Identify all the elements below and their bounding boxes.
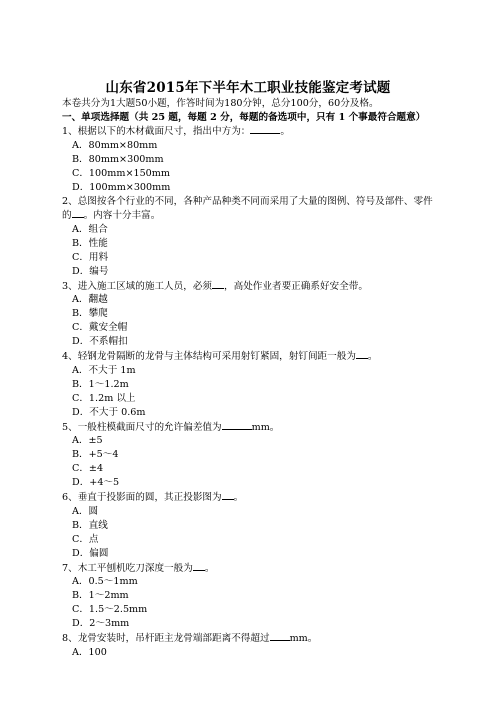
option-1a: A．80mm×80mm [72,139,158,151]
answer-blank [222,420,252,430]
option-7a: A．0.5～1mm [72,576,138,587]
option-4a: A．不大于 1m [72,364,136,376]
option-6a: A．圆 [72,505,99,517]
option-3b: B．攀爬 [72,308,108,319]
answer-blank [270,631,290,641]
option-8a: A．100 [72,646,107,658]
question-7: 7、木工平刨机吃刀深度一般为 。 [62,562,215,574]
option-4b: B．1～1.2m [72,378,129,390]
option-7b: B．1～2mm [72,590,129,601]
exam-intro: 本卷共分为1大题50小题，作答时间为180分钟，总分100分，60分及格。 [62,98,379,109]
option-6b: B．直线 [72,519,108,531]
option-2b: B．性能 [72,237,108,249]
answer-blank [72,208,84,218]
option-5b: B．+5～4 [72,449,119,460]
option-5d: D．+4～5 [72,477,120,488]
question-2: 2、总图按各个行业的不同，各种产品种类不同而采用了大量的图例、符号及部件、零件的 。内容十分丰富。 [62,195,433,221]
option-3c: C．戴安全帽 [72,322,128,333]
question-5: 5、一般柱模截面尺寸的允许偏差值为 mm。 [62,421,280,433]
option-5c: C．±4 [72,463,104,474]
option-2a: A．组合 [72,223,108,235]
question-1: 1、根据以下的木材截面尺寸，指出中方为： 。 [62,126,290,137]
option-5a: A．±5 [72,435,103,446]
answer-blank [222,490,234,500]
question-4: 4、轻钢龙骨隔断的龙骨与主体结构可采用射钉紧固，射钉间距一般为 。 [62,351,378,362]
option-4c: C．1.2m 以上 [72,392,136,404]
option-4d: D．不大于 0.6m [72,406,146,418]
option-2c: C．用料 [72,251,109,263]
answer-blank [250,124,280,134]
option-3a: A．翻越 [72,294,108,305]
option-7d: D．2～3mm [72,618,130,629]
question-8: 8、龙骨安装时，吊杆距主龙骨端部距离不得超过 mm。 [62,633,318,644]
option-1d: D．100mm×300mm [72,181,171,193]
answer-blank [193,561,205,571]
answer-blank [212,279,224,289]
section-heading: 一、单项选择题（共 25 题，每题 2 分，每题的备选项中，只有 1 个事最符合题意） [62,111,426,123]
page-title: 山东省2015年下半年木工职业技能鉴定考试题 [105,80,391,96]
question-6: 6、垂直于投影面的圆，其正投影图为 。 [62,492,244,503]
exam-content [62,97,438,660]
answer-blank [356,349,368,359]
option-1c: C．100mm×150mm [72,167,170,179]
option-1b: B．80mm×300mm [72,153,164,165]
option-6d: D．偏圆 [72,547,109,559]
option-6c: C．点 [72,533,99,545]
question-3: 3、进入施工区域的施工人员，必须 ，高处作业者要正确系好安全带。 [62,280,368,292]
option-7c: C．1.5～2.5mm [72,604,148,615]
option-3d: D．不系帽扣 [72,336,128,347]
option-2d: D．编号 [72,265,109,277]
